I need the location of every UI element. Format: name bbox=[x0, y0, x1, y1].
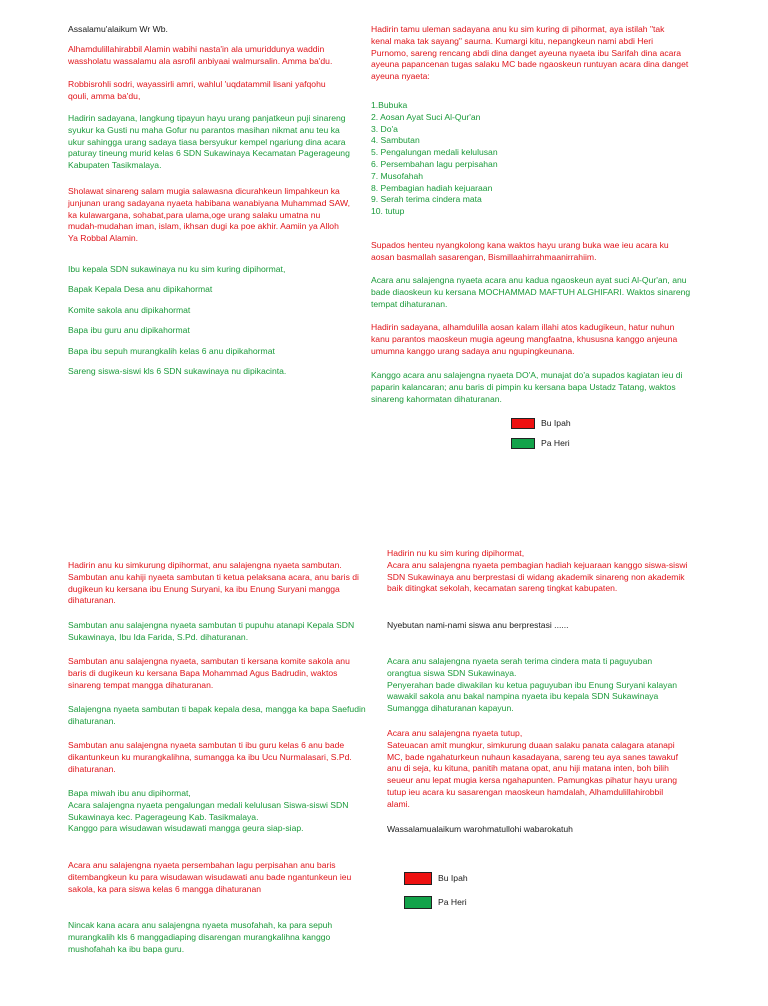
legend-label: Bu Ipah bbox=[541, 418, 571, 428]
paragraph: Alhamdulillahirabbil Alamin wabihi nasta'in ala umuriddunya waddin wassholatu wassalamu ala asrofil anbiyaai walmursalin. Amma ba'du. bbox=[68, 44, 333, 66]
greeting-text: Assalamu'alaikum Wr Wb. bbox=[68, 24, 168, 34]
closing-text: Wassalamualaikum warohmatullohi wabarokatuh bbox=[387, 824, 573, 834]
paragraph: Sambutan anu salajengna nyaeta, sambutan ti kersana komite sakola anu baris di dugikeun ku kersana Bapa Mohammad Agus Badrudin, waktos sinareng tempat mangga dihaturanan. bbox=[68, 656, 350, 690]
paragraph: Hadirin anu ku simkurung dipihormat, anu salajengna nyaeta sambutan. Sambutan anu kahiji nyaeta sambutan ti ketua pelaksana acara, anu baris di dugikeun ku kersana ibu Enung Suryani, ka ibu Enung Suryani mangga dihaturanan. bbox=[68, 560, 359, 606]
paragraph: Bapak Kepala Desa anu dipikahormat bbox=[68, 284, 213, 294]
paragraph: Hadirin tamu uleman sadayana anu ku sim kuring di pihormat, aya istilah "tak kenal maka tak sayang" saurna. Kumargi kitu, nepangkeun nami abdi Heri Purnomo, sareng rencang abdi dina danget ayeuna nyaeta ibu Sarifah dina acara ayeuna papancenan tugas salaku MC bade ngaoskeun runtuyan acara dina danget ayeuna nyaeta: bbox=[371, 24, 689, 82]
paragraph: Hadirin sadayana, alhamdulilla aosan kalam illahi atos kadugikeun, hatur nuhun kanu parantos maoskeun mugia ageung mangfaatna, khususna kanggo anjeuna umumna kanggo urang sadaya anu ngupingkeunana. bbox=[371, 322, 678, 356]
legend-item-bu-ipah bbox=[511, 418, 571, 430]
paragraph: Hadirin nu ku sim kuring dipihormat, Acara anu salajengna nyaeta pembagian hadiah kejuaraan kanggo siswa-siswi SDN Sukawinaya anu berprestasi di widang akademik sinareng non akademik baik ditingkat sekolah, kecamatan sareng tingkat kabupaten. bbox=[387, 548, 688, 594]
legend-item-pa-heri bbox=[511, 438, 570, 450]
paragraph: Nyebutan nami-nami siswa anu berprestasi ...... bbox=[387, 620, 569, 630]
green-swatch bbox=[404, 896, 432, 909]
legend-label: Pa Heri bbox=[438, 896, 467, 907]
paragraph: Acara anu salajengna nyaeta tutup, Sateuacan amit mungkur, simkurung duaan salaku panata calagara atanapi MC, bade ngahaturkeun nuhaun kasadayana, sareng teu aya sanes tawakuf anu di seja, ku kituna, panitih matana opat, anu hiji matana inten, boh bilih seueur anu lepat mugia kersa ngahapunten. Pamungkas pihatur hayu urang tutup ieu acara ku sasarengan maoskeun hamdalah, Alhamdulillahirobbil alami. bbox=[387, 728, 678, 809]
paragraph: Robbisrohli sodri, wayassirli amri, wahlul 'uqdatammil lisani yafqohu qouli, amma ba'du, bbox=[68, 79, 326, 101]
paragraph: Nincak kana acara anu salajengna nyaeta musofahah, ka para sepuh murangkalih kls 6 manggadiaping disarengan murangkalihna kanggo mushofahah ka ibu bapa guru. bbox=[68, 920, 333, 954]
red-swatch bbox=[511, 418, 535, 429]
paragraph: Kanggo acara anu salajengna nyaeta DO'A, munajat do'a supados kagiatan ieu di paparin kalancaran; anu baris di pimpin ku kersana bapa Ustadz Tatang, waktos sinareng kahormatan dihaturanan. bbox=[371, 370, 683, 404]
paragraph: Acara anu salajengna nyaeta persembahan lagu perpisahan anu baris ditembangkeun ku para wisudawan wisudawati anu bade ngantunkeun ieu sakola, ka para siswa kelas 6 mangga dihaturanan bbox=[68, 860, 352, 894]
agenda-list: 1.Bubuka 2. Aosan Ayat Suci Al-Qur'an 3. Do'a 4. Sambutan 5. Pengalungan medali kelulusan 6. Persembahan lagu perpisahan 7. Musofahah 8. Pembagian hadiah kejuaraan 9. Serah terima cindera mata 10. tutup bbox=[371, 100, 498, 217]
paragraph: Komite sakola anu dipikahormat bbox=[68, 305, 191, 315]
paragraph: Acara anu salajengna nyaeta acara anu kadua ngaoskeun ayat suci Al-Qur'an, anu bade diaoskeun ku kersana MOCHAMMAD MAFTUH ALGHIFARI. Waktos sinareng tempat dihaturanan. bbox=[371, 275, 691, 309]
legend-item-pa-heri bbox=[404, 896, 467, 909]
paragraph: Acara anu salajengna nyaeta serah terima cindera mata ti paguyuban orangtua siswa SDN Sukawinaya. Penyerahan bade diwakilan ku ketua paguyuban ibu Enung Suryani kalayan wawakil sakola anu bakal nampina nyaeta ibu kepala SDN Sukawinaya Sumangga dihaturanan kapayun. bbox=[387, 656, 678, 714]
legend-label: Pa Heri bbox=[541, 438, 570, 448]
red-swatch bbox=[404, 872, 432, 885]
paragraph: Sholawat sinareng salam mugia salawasna dicurahkeun limpahkeun ka junjunan urang sadayana nyaeta habibana wanabiyana Muhammad SAW, ka kulawargana, sohabat,para ulama,oge urang salaku umatna nu mudah-mudahan iman, islam, ikhsan dugi ka poe akhir. Aamiin ya Alloh Ya Robbal Alamin. bbox=[68, 186, 351, 244]
paragraph: Sareng siswa-siswi kls 6 SDN sukawinaya nu dipikacinta. bbox=[68, 366, 287, 376]
green-swatch bbox=[511, 438, 535, 449]
paragraph: Sambutan anu salajengna nyaeta sambutan ti ibu guru kelas 6 anu bade dikantunkeun ku murangkalihna, sumangga ka ibu Ucu Nurmalasari, S.Pd. dihaturanan. bbox=[68, 740, 352, 774]
legend-item-bu-ipah bbox=[404, 872, 468, 885]
paragraph: Bapa miwah ibu anu dipihormat, Acara salajengna nyaeta pengalungan medali kelulusan Siswa-siswi SDN Sukawinaya kec. Pagerageung Kab. Tasikmalaya. Kanggo para wisudawan wisudawati mangga geura siap-siap. bbox=[68, 788, 349, 834]
paragraph: Sambutan anu salajengna nyaeta sambutan ti pupuhu atanapi Kepala SDN Sukawinaya, Ibu Ida Farida, S.Pd. dihaturanan. bbox=[68, 620, 355, 642]
legend-label: Bu Ipah bbox=[438, 872, 468, 883]
paragraph: Hadirin sadayana, langkung tipayun hayu urang panjatkeun puji sinareng syukur ka Gusti nu maha Gofur nu parantos masihan nikmat anu teu ka ukur sahingga urang sadaya tiasa bersyukur kempel ngariung dina acara paturay tineung murid kelas 6 SDN Sukawinaya Kecamatan Pagerageung Kabupaten Tasikmalaya. bbox=[68, 113, 350, 171]
paragraph: Salajengna nyaeta sambutan ti bapak kepala desa, mangga ka bapa Saefudin dihaturanan. bbox=[68, 704, 366, 726]
paragraph: Bapa ibu sepuh murangkalih kelas 6 anu dipikahormat bbox=[68, 346, 275, 356]
paragraph: Ibu kepala SDN sukawinaya nu ku sim kuring dipihormat, bbox=[68, 264, 286, 274]
paragraph: Bapa ibu guru anu dipikahormat bbox=[68, 325, 190, 335]
paragraph: Supados henteu nyangkolong kana waktos hayu urang buka wae ieu acara ku aosan basmallah sasarengan, Bismillaahirrahmaanirrahiim. bbox=[371, 240, 669, 262]
